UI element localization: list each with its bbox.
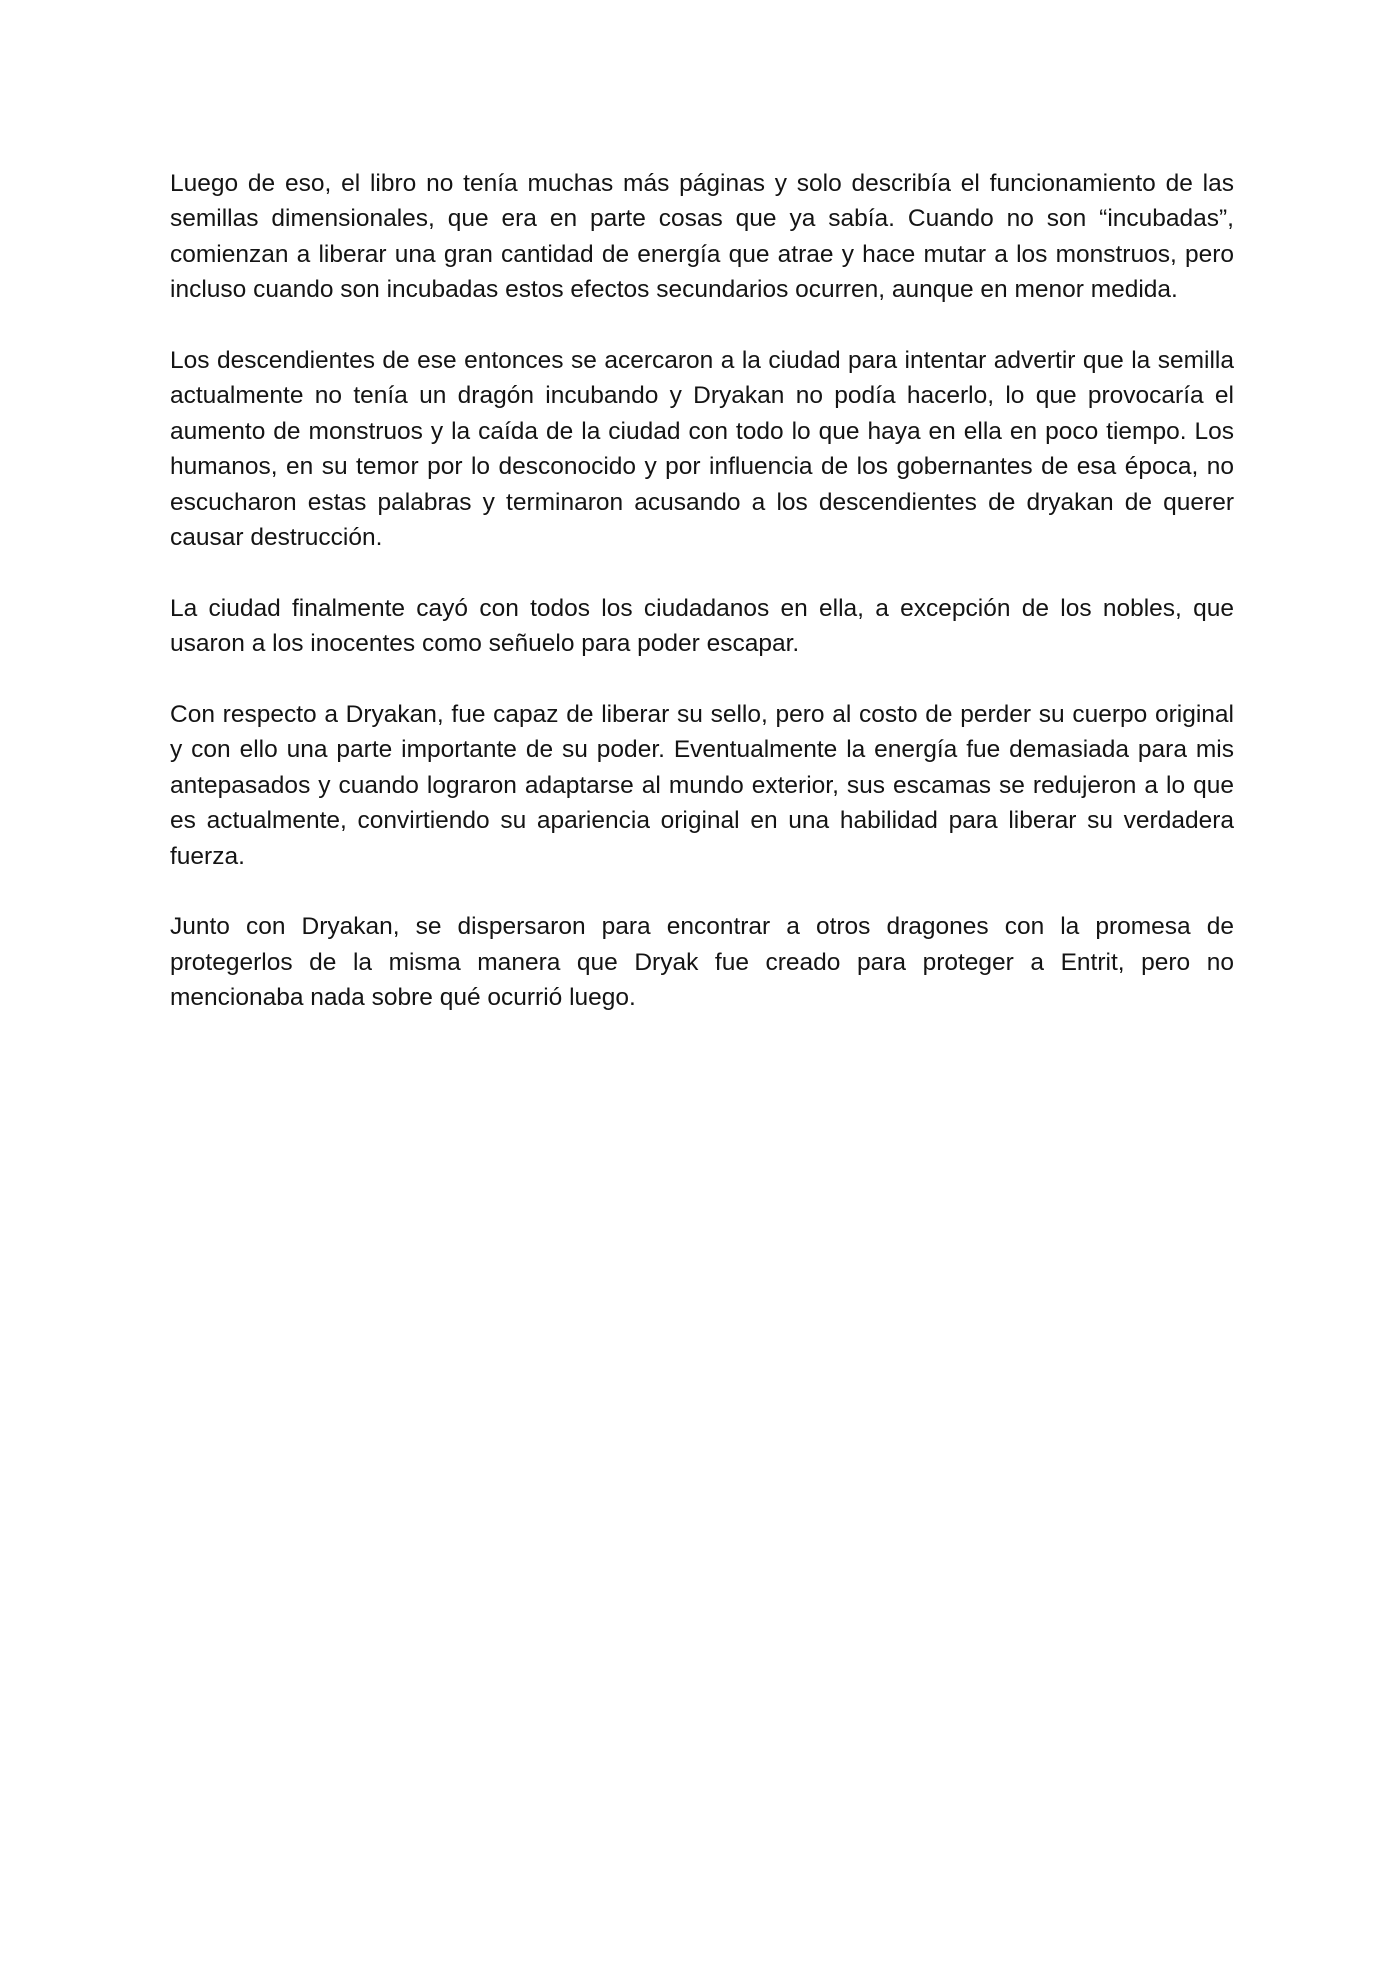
paragraph-5: Junto con Dryakan, se dispersaron para encontrar a otros dragones con la promesa de protegerlos de la misma manera que Dryak fue creado para proteger a Entrit, pero no mencionaba nada sobre qué ocurrió luego. — [170, 913, 1234, 1012]
paragraph-4: Con respecto a Dryakan, fue capaz de liberar su sello, pero al costo de perder su cuerpo original y con ello una parte importante de su poder. Eventualmente la energía fue demasiada para mis antepasados y cuando lograron adaptarse al mundo exterior, sus escamas se redujeron a lo que es actualmente, convirtiendo su apariencia original en una habilidad para liberar su verdadera fuerza. — [170, 701, 1234, 870]
paragraph-2: Los descendientes de ese entonces se acercaron a la ciudad para intentar advertir que la semilla actualmente no tenía un dragón incubando y Dryakan no podía hacerlo, lo que provocaría el aumento de monstruos y la caída de la ciudad con todo lo que haya en ella en poco tiempo. Los humanos, en su temor por lo desconocido y por influencia de los gobernantes de esa época, no escucharon estas palabras y terminaron acusando a los descendientes de dryakan de querer causar destrucción. — [170, 347, 1234, 552]
paragraph-3: La ciudad finalmente cayó con todos los ciudadanos en ella, a excepción de los nobles, que usaron a los inocentes como señuelo para poder escapar. — [170, 594, 1234, 658]
text-body — [170, 166, 1234, 1051]
paragraph-1: Luego de eso, el libro no tenía muchas más páginas y solo describía el funcionamiento de las semillas dimensionales, que era en parte cosas que ya sabía. Cuando no son “incubadas”, comienzan a liberar una gran cantidad de energía que atrae y hace mutar a los monstruos, pero incluso cuando son incubadas estos efectos secundarios ocurren, aunque en menor medida. — [170, 170, 1234, 304]
